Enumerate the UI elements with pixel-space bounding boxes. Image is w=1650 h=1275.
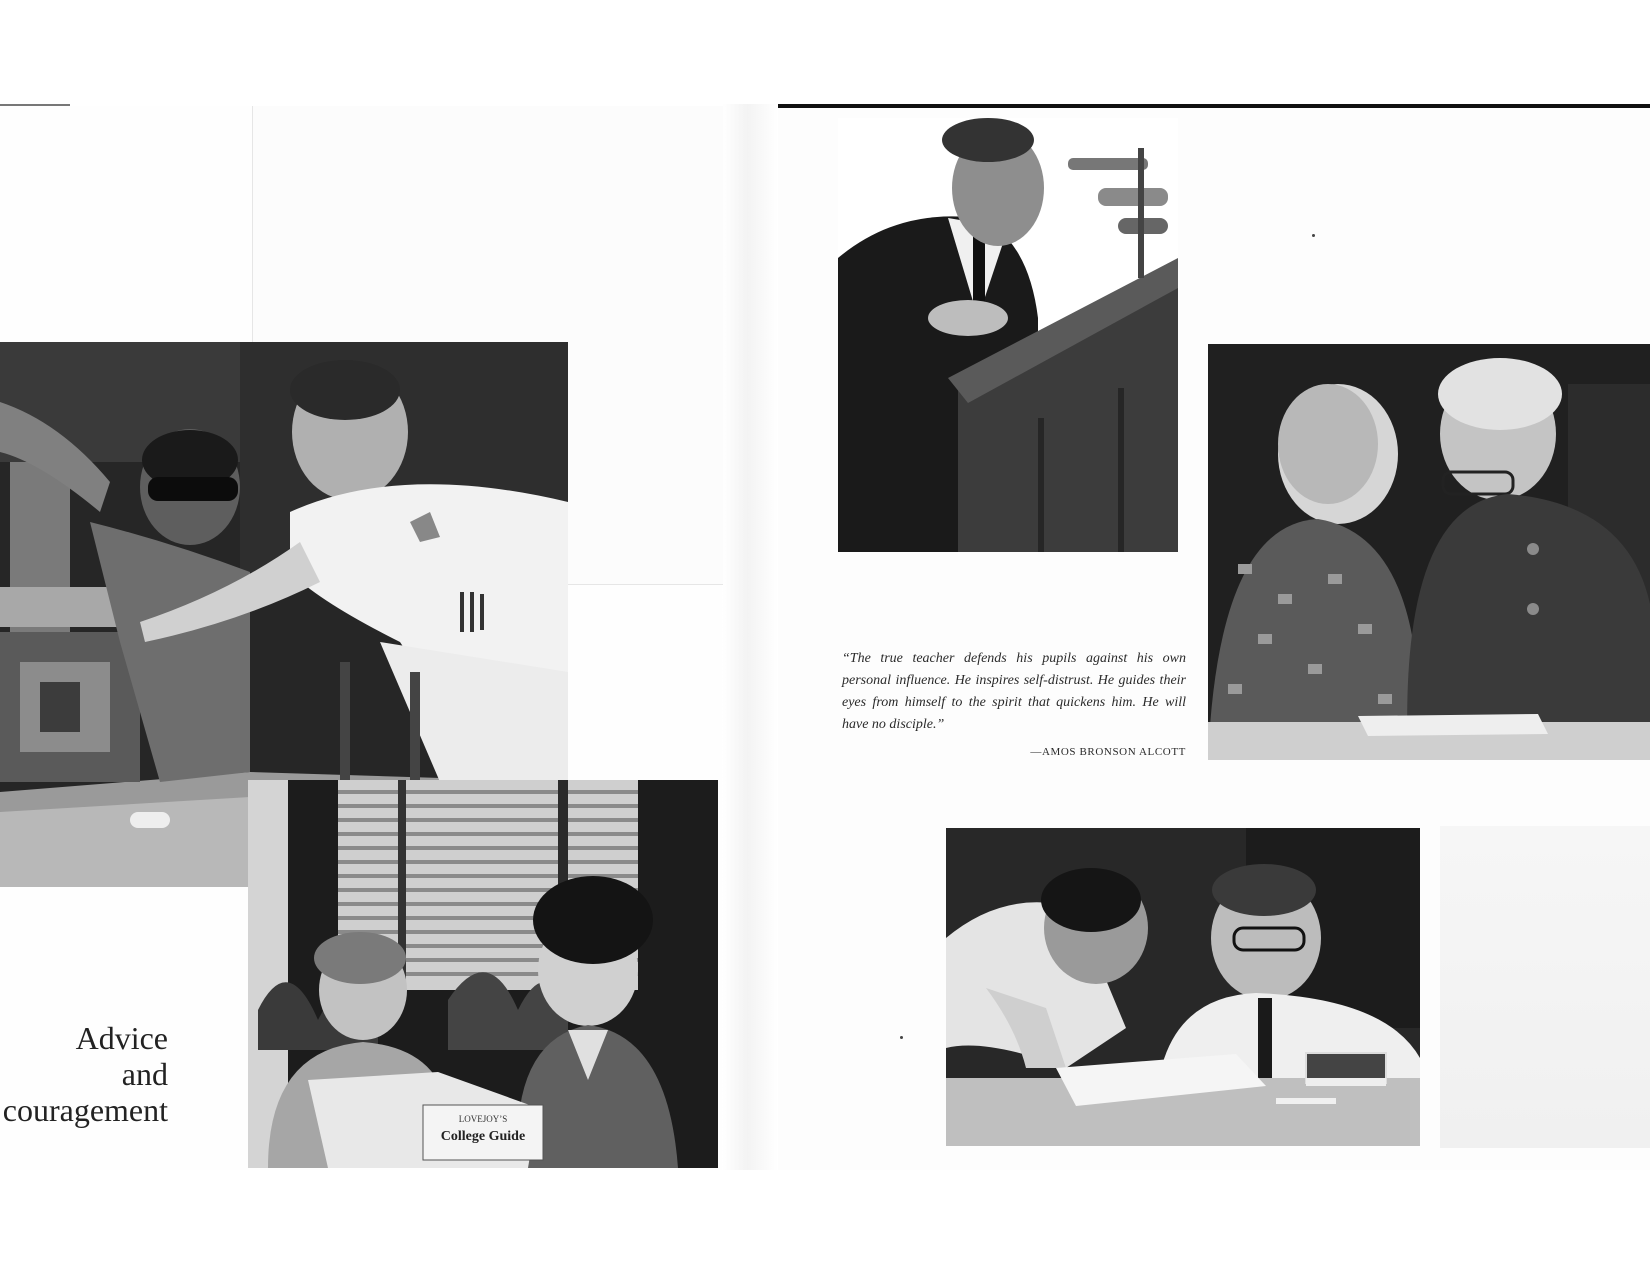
dust-speck xyxy=(900,1036,903,1039)
right-page-top-edge xyxy=(778,104,1650,108)
caption-line-and: and xyxy=(121,1056,168,1092)
dust-speck xyxy=(1312,234,1315,237)
section-caption xyxy=(0,1020,168,1092)
photo-speaker-podium xyxy=(838,118,1178,552)
photo-college-guide xyxy=(248,780,718,1168)
photo-women-reviewing-papers-image xyxy=(1208,344,1650,760)
photo-men-at-desk xyxy=(946,828,1420,1146)
photo-men-at-desk-image xyxy=(946,828,1420,1146)
photo-speaker-podium-image xyxy=(838,118,1178,552)
alcott-quote: “The true teacher defends his pupils against his own personal influence. He inspires self-distrust. He guides their eyes from himself to the spirit that quickens him. He will have no disciple.” xyxy=(842,651,1186,732)
left-page-top-edge xyxy=(0,104,70,106)
grey-edge-panel xyxy=(1440,826,1650,1148)
photo-women-reviewing-papers xyxy=(1208,344,1650,760)
caption-line-encouragement: couragement xyxy=(2,1092,168,1128)
quote-attribution: —AMOS BRONSON ALCOTT xyxy=(1030,746,1186,758)
caption-line-advice: Advice xyxy=(75,1020,168,1056)
book-cover-title: LOVEJOY’S xyxy=(458,1114,508,1124)
photo-college-guide-image xyxy=(248,780,718,1168)
book-gutter xyxy=(722,104,778,1170)
book-cover-subtitle: College Guide xyxy=(440,1129,526,1144)
